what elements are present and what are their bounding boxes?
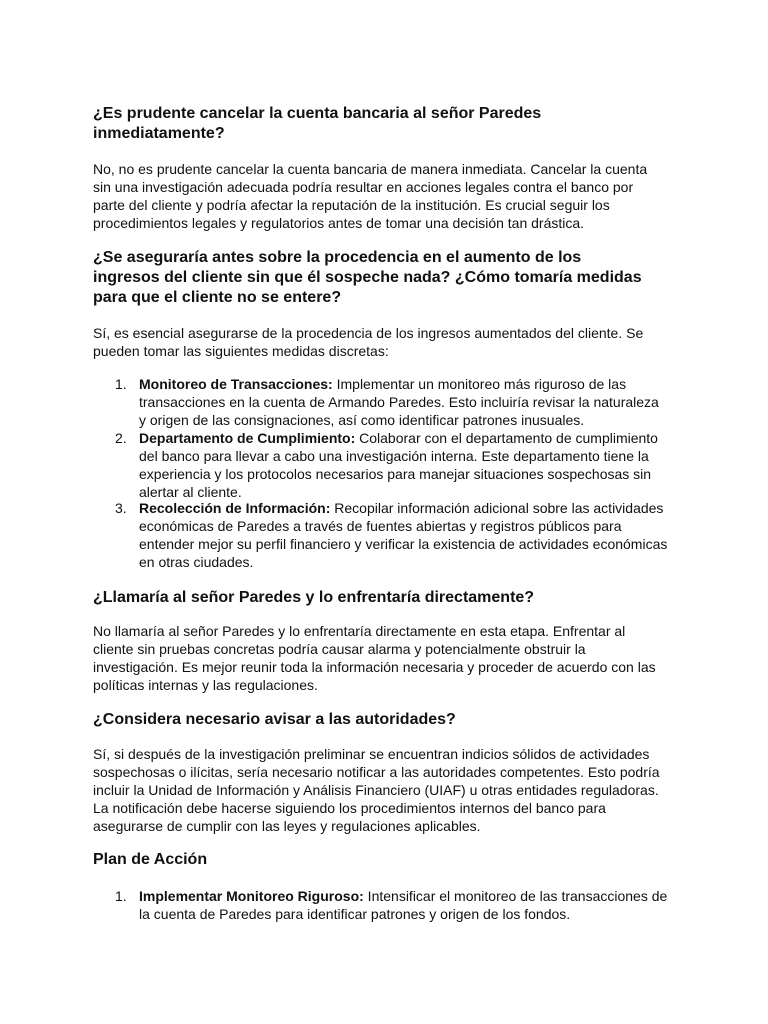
paragraph-line: La notificación debe hacerse siguiendo los procedimientos internos del banco para	[93, 800, 606, 816]
list-item-line: económicas de Paredes a través de fuentes abiertas y registros públicos para	[139, 518, 622, 534]
list-item-title: Recolección de Información:	[139, 500, 331, 516]
heading-line: ingresos del cliente sin que él sospeche nada? ¿Cómo tomaría medidas	[93, 269, 642, 286]
list-item-first-line: Recopilar información adicional sobre las actividades	[330, 500, 664, 516]
plan-heading	[93, 850, 693, 870]
paragraph-line: procedimientos legales y regulatorios antes de tomar una decisión tan drástica.	[93, 215, 585, 231]
list-item-title: Implementar Monitoreo Riguroso:	[139, 888, 364, 904]
heading-line: ¿Considera necesario avisar a las autoridades?	[93, 711, 456, 728]
paragraph-line: políticas internas y las regulaciones.	[93, 677, 318, 693]
list-item-line: alertar al cliente.	[139, 484, 242, 500]
list-item-text	[139, 429, 658, 501]
list-item-line: transacciones en la cuenta de Armando Paredes. Esto incluiría revisar la naturaleza	[139, 394, 659, 410]
list-item-line: en otras ciudades.	[139, 554, 254, 570]
list-item-line: experiencia y los protocolos necesarios para manejar situaciones sospechosas sin	[139, 466, 652, 482]
answer-intro-2	[93, 324, 693, 360]
paragraph-line: sin una investigación adecuada podría resultar en acciones legales contra el banco por	[93, 179, 634, 195]
paragraph-line: asegurarse de cumplir con las leyes y regulaciones aplicables.	[93, 818, 481, 834]
list-item-text	[139, 375, 659, 429]
list-item-text	[139, 887, 667, 923]
list-item-title: Departamento de Cumplimiento:	[139, 430, 356, 446]
answer-paragraph-4	[93, 745, 693, 835]
heading-line: inmediatamente?	[93, 125, 225, 142]
question-heading-3	[93, 588, 693, 608]
list-item-line: y origen de las consignaciones, así como identificar patrones inusuales.	[139, 412, 585, 428]
paragraph-line: No llamaría al señor Paredes y lo enfrentaría directamente en esta etapa. Enfrentar al	[93, 623, 626, 639]
heading-line: ¿Se aseguraría antes sobre la procedencia en el aumento de los	[93, 249, 582, 266]
list-item-line: la cuenta de Paredes para identificar patrones y origen de los fondos.	[139, 906, 571, 922]
list-item-title: Monitoreo de Transacciones:	[139, 376, 333, 392]
list-item-line: entender mejor su perfil financiero y verificar la existencia de actividades económicas	[139, 536, 668, 552]
paragraph-line: pueden tomar las siguientes medidas discretas:	[93, 343, 389, 359]
list-number: 1.	[115, 376, 127, 392]
paragraph-line: No, no es prudente cancelar la cuenta bancaria de manera inmediata. Cancelar la cuenta	[93, 161, 648, 177]
question-heading-1	[93, 104, 693, 144]
list-number: 3.	[115, 500, 127, 516]
heading-line: para que el cliente no se entere?	[93, 289, 342, 306]
paragraph-line: Sí, es esencial asegurarse de la procedencia de los ingresos aumentados del cliente. Se	[93, 325, 644, 341]
heading-line: ¿Llamaría al señor Paredes y lo enfrentaría directamente?	[93, 589, 535, 606]
answer-paragraph-1	[93, 160, 693, 232]
paragraph-line: investigación. Es mejor reunir toda la información necesaria y proceder de acuerdo con las	[93, 659, 656, 675]
list-item-first-line: Colaborar con el departamento de cumplimiento	[355, 430, 658, 446]
heading-line: Plan de Acción	[93, 851, 208, 868]
question-heading-4	[93, 710, 693, 730]
list-item-line: del banco para llevar a cabo una investigación interna. Este departamento tiene la	[139, 448, 649, 464]
paragraph-line: incluir la Unidad de Información y Análisis Financiero (UIAF) u otras entidades reguladoras.	[93, 782, 659, 798]
list-number: 2.	[115, 430, 127, 446]
question-heading-2	[93, 248, 693, 308]
paragraph-line: parte del cliente y podría afectar la reputación de la institución. Es crucial seguir los	[93, 197, 610, 213]
list-item-text	[139, 499, 667, 571]
answer-paragraph-3	[93, 622, 693, 694]
heading-line: ¿Es prudente cancelar la cuenta bancaria al señor Paredes	[93, 105, 542, 122]
paragraph-line: Sí, si después de la investigación preliminar se encuentran indicios sólidos de actividades	[93, 746, 650, 762]
paragraph-line: cliente sin pruebas concretas podría causar alarma y potencialmente obstruir la	[93, 641, 586, 657]
list-item-first-line: Implementar un monitoreo más riguroso de las	[332, 376, 627, 392]
list-number: 1.	[115, 888, 127, 904]
paragraph-line: sospechosas o ilícitas, sería necesario notificar a las autoridades competentes. Esto podría	[93, 764, 660, 780]
list-item-first-line: Intensificar el monitoreo de las transacciones de	[363, 888, 668, 904]
